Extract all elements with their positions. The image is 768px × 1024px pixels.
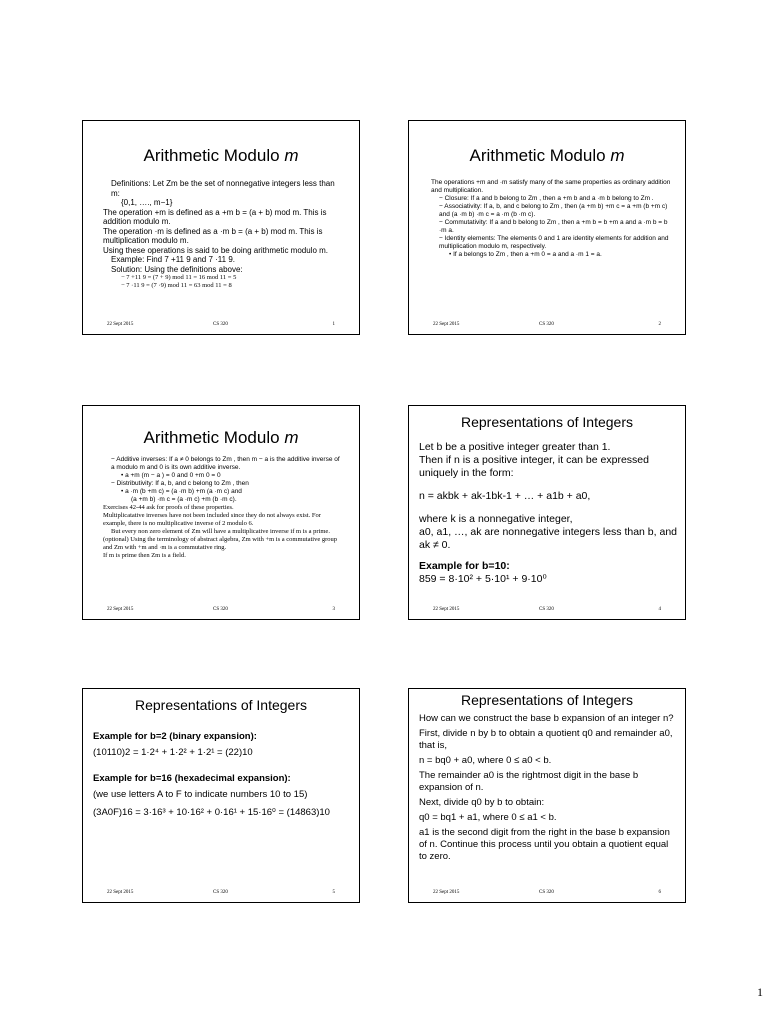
slide-line: − Additive inverses: If a ≠ 0 belongs to Zm , then m − a is the additive inverse of a modulo m and 0 is its own additive inverse. [111,456,340,471]
slide-line: • If a belongs to Zm , then a +m 0 = a and a ·m 1 = a. [449,251,602,258]
slide-line: n = akbk + ak-1bk-1 + … + a1b + a0, [419,490,591,502]
slide-line: Example: Find 7 +11 9 and 7 ·11 9. [111,255,236,264]
page-number: 1 [757,985,763,999]
slide-4: Representations of Integers Let b be a positive integer greater than 1. Then if n is a positive integer, it can be expressed uniquely in the form: n = akbk + ak-1bk-1 + … + a1b + a0, where k is a nonnegative integer, a0, a1, …, ak are nonnegative integers less than b, and ak ≠ 0. Example for b=10: 859 = 8·10² + 5·10¹ + 9·10⁰ 22 Sept 2015 CS 320 4 [408,405,686,620]
slide-body [419,713,677,863]
slide-line: q0 = bq1 + a1, where 0 ≤ a1 < b. [419,812,557,823]
slide-line: Exercises 42-44 ask for proofs of these properties. [103,504,234,511]
slide-line: Example for b=16 (hexadecimal expansion): [93,773,291,784]
slide-line: − Associativity: If a, b, and c belong to Zm , then (a +m b) +m c = a +m (b +m c) and (a ·m b) ·m c = a ·m (b ·m c). [439,203,668,218]
slide-line: (3A0F)16 = 3·16³ + 10·16² + 0·16¹ + 15·16⁰ = (14863)10 [93,807,330,818]
slide-line: Using these operations is said to be doing arithmetic modulo m. [103,245,329,255]
slide-body [93,731,351,819]
slide-line: a0, a1, …, ak are nonnegative integers less than b, and ak ≠ 0. [419,526,678,551]
slide-line: a1 is the second digit from the right in the base b expansion of n. Continue this process until you obtain a quotient equal to zero. [419,827,670,862]
slide-line: − Identity elements: The elements 0 and 1 are identity elements for addition and multiplication modulo m, respectively. [439,235,669,250]
slide-title: Arithmetic Modulo m [469,146,625,165]
slide-line: − Closure: If a and b belong to Zm , then a +m b and a ·m b belong to Zm . [439,195,654,202]
slide-line: (optional) Using the terminology of abstract algebra, Zm with +m is a commutative group and Zm with +m and ·m is a commutative ring. [103,536,337,551]
slide-title: Arithmetic Modulo m [143,146,299,165]
slide-line: The operation ·m is defined as a ·m b = (a + b) mod m. This is multiplication modulo m. [103,226,323,245]
slide-line: − 7 +11 9 = (7 + 9) mod 11 = 16 mod 11 = 5 [121,274,237,281]
slide-line: − 7 ·11 9 = (7 ·9) mod 11 = 63 mod 11 = 8 [121,282,232,289]
slide-line: (10110)2 = 1·2⁴ + 1·2² + 1·2¹ = (22)10 [93,747,253,758]
slide-body [419,441,677,586]
slide-line: n = bq0 + a0, where 0 ≤ a0 < b. [419,755,552,766]
slide-line: 859 = 8·10² + 5·10¹ + 9·10⁰ [419,573,547,585]
slide-line: Example for b=2 (binary expansion): [93,731,257,742]
slide-line: • a +m (m − a ) = 0 and 0 +m 0 = 0 [121,472,221,479]
slide-line: The operation +m is defined as a +m b = (a + b) mod m. This is addition modulo m. [103,207,327,226]
slide-title: Representations of Integers [461,692,633,708]
slide-body [431,179,671,259]
slide-line: Example for b=10: [419,560,510,572]
slide-line: Definitions: Let Zm be the set of nonnegative integers less than m: [111,179,335,198]
slide-line: (a +m b) ·m c = (a ·m c) +m (b ·m c). [131,496,237,503]
slide-line: If m is prime then Zm is a field. [103,552,186,559]
slide-body [103,456,345,560]
slide-line: How can we construct the base b expansion of an integer n? [419,713,674,724]
slide-line: The remainder a0 is the rightmost digit in the base b expansion of n. [419,770,639,793]
slide-line: But every non zero element of Zm will have a multiplicative inverse if m is a prime. [111,528,330,535]
slide-line: • a ·m (b +m c) = (a ·m b) +m (a ·m c) and [121,488,242,495]
slide-line: Then if n is a positive integer, it can be expressed uniquely in the form: [419,454,649,479]
slide-5: Representations of Integers Example for b=2 (binary expansion): (10110)2 = 1·2⁴ + 1·2² + 1·2¹ = (22)10 Example for b=16 (hexadecimal expansion): (we use letters A to F to indicate numbers 10 to 15) (3A0F)16 = 3·16³ + 10·16² + 0·16¹ + 15·16⁰ = (14863)10 22 Sept 2015 CS 320 5 [82,688,360,903]
slide-title: Arithmetic Modulo m [143,428,299,447]
slide-line: where k is a nonnegative integer, [419,513,573,525]
slide-title: Representations of Integers [135,697,307,713]
slide-2: Arithmetic Modulo m The operations +m and ·m satisfy many of the same properties as ordinary addition and multiplication. − Closure: If a and b belong to Zm , then a +m b and a ·m b belong to Zm . − Associativity: If a, b, and c belong to Zm , then (a +m b) +m c = a +m (b +m c) and (a ·m b) ·m c = a ·m (b ·m c). − Commutativity: If a and b belong to Zm , then a +m b = b +m a and a ·m b = b ·m a. − Identity elements: The elements 0 and 1 are identity elements for addition and multiplication modulo m, respectively. • If a belongs to Zm , then a +m 0 = a and a ·m 1 = a. 22 Sept 2015 CS 320 2 [408,120,686,335]
slide-line: (we use letters A to F to indicate numbers 10 to 15) [93,789,308,800]
slide-3: Arithmetic Modulo m − Additive inverses: If a ≠ 0 belongs to Zm , then m − a is the additive inverse of a modulo m and 0 is its own additive inverse. • a +m (m − a ) = 0 and 0 +m 0 = 0 − Distributivity: If a, b, and c belong to Zm , then • a ·m (b +m c) = (a ·m b) +m (a ·m c) and (a +m b) ·m c = (a ·m c) +m (b ·m c). Exercises 42-44 ask for proofs of these properties. Multiplicatative inverses have not been included since they do not always exist. For example, there is no multiplicative inverse of 2 modulo 6. But every non zero element of Zm will have a multiplicative inverse if m is a prime. (optional) Using the terminology of abstract algebra, Zm with +m is a commutative group and Zm with +m and ·m is a commutative ring. If m is prime then Zm is a field. 22 Sept 2015 CS 320 3 [82,405,360,620]
slide-body [103,179,345,290]
slide-line: − Commutativity: If a and b belong to Zm , then a +m b = b +m a and a ·m b = b ·m a. [439,219,668,234]
slide-line: First, divide n by b to obtain a quotient q0 and remainder a0, that is, [419,728,673,751]
slide-line: The operations +m and ·m satisfy many of the same properties as ordinary addition and multiplication. [431,179,671,194]
slide-1: Arithmetic Modulo m Definitions: Let Zm be the set of nonnegative integers less than m: {0,1, …., m−1} The operation +m is defined as a +m b = (a + b) mod m. This is addition modulo m. The operation ·m is defined as a ·m b = (a + b) mod m. This is multiplication modulo m. Using these operations is said to be doing arithmetic modulo m. Example: Find 7 +11 9 and 7 ·11 9. Solution: Using the definitions above: − 7 +11 9 = (7 + 9) mod 11 = 16 mod 11 = 5 − 7 ·11 9 = (7 ·9) mod 11 = 63 mod 11 = 8 22 Sept 2015 CS 320 1 [82,120,360,335]
slide-line: Multiplicatative inverses have not been included since they do not always exist. For example, there is no multiplicative inverse of 2 modulo 6. [103,512,321,527]
slide-line: Let b be a positive integer greater than 1. [419,441,611,453]
slide-6: Representations of Integers How can we construct the base b expansion of an integer n? First, divide n by b to obtain a quotient q0 and remainder a0, that is, n = bq0 + a0, where 0 ≤ a0 < b. The remainder a0 is the rightmost digit in the base b expansion of n. Next, divide q0 by b to obtain: q0 = bq1 + a1, where 0 ≤ a1 < b. a1 is the second digit from the right in the base b expansion of n. Continue this process until you obtain a quotient equal to zero. 22 Sept 2015 CS 320 6 [408,688,686,903]
slide-line: Next, divide q0 by b to obtain: [419,797,545,808]
slide-line: Solution: Using the definitions above: [111,264,243,274]
slide-line: − Distributivity: If a, b, and c belong to Zm , then [111,480,249,487]
slide-title: Representations of Integers [461,414,633,430]
slide-line: {0,1, …., m−1} [121,198,173,207]
